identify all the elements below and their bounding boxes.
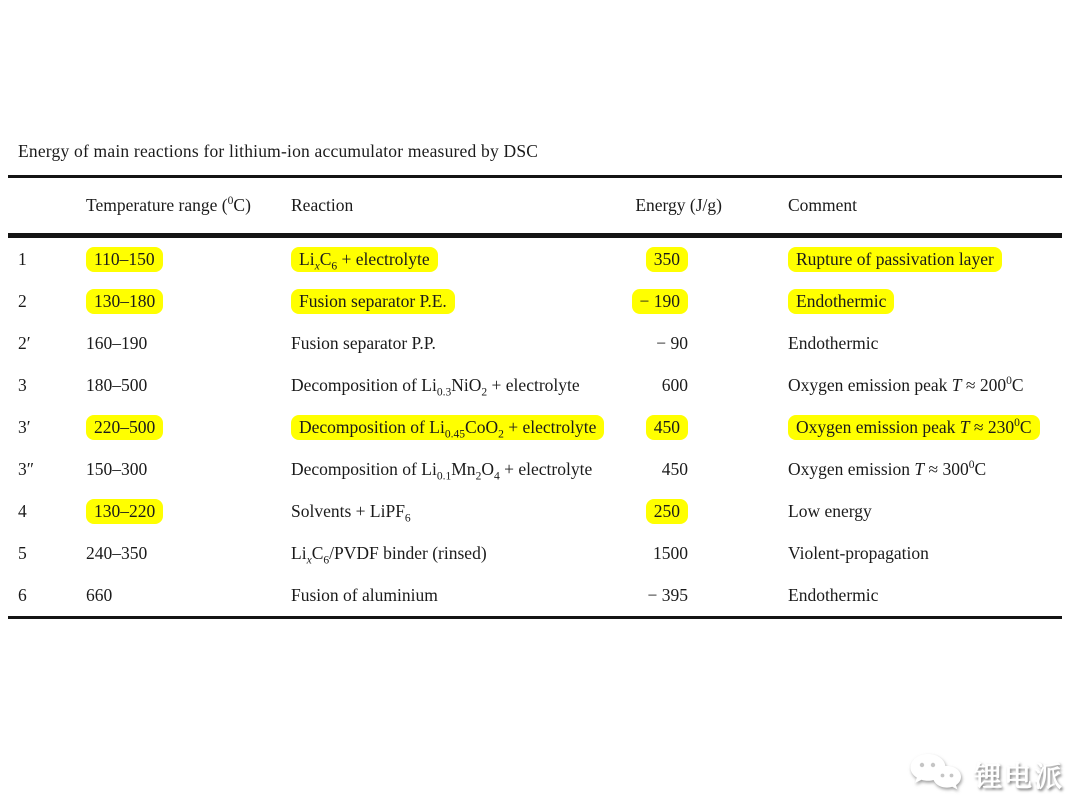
cell-text: 1500 [653, 542, 688, 563]
energy-cell [590, 490, 698, 532]
table-sheet [8, 141, 1062, 619]
comment-cell [698, 574, 1062, 618]
comment-cell [698, 448, 1062, 490]
table-row [8, 280, 1062, 322]
comment-cell [698, 322, 1062, 364]
cell-text: Endothermic [788, 584, 879, 605]
row-number-cell [8, 364, 85, 406]
reaction-cell [290, 280, 590, 322]
row-number-cell [8, 406, 85, 448]
energy-cell [590, 280, 698, 322]
table-row [8, 532, 1062, 574]
temperature-range-cell [85, 448, 290, 490]
temperature-range-cell [85, 406, 290, 448]
table-row [8, 406, 1062, 448]
cell-text: Fusion separator P.P. [291, 332, 436, 353]
table-row [8, 448, 1062, 490]
table-title: Energy of main reactions for lithium-ion accumulator measured by DSC [18, 141, 539, 161]
cell-text: $Li_xC_6$/PVDF binder (rinsed) [291, 542, 487, 566]
cell-text: 660 [86, 584, 113, 605]
energy-cell [590, 364, 698, 406]
temperature-range-cell [85, 322, 290, 364]
cell-text: Low energy [788, 500, 872, 521]
reaction-cell [290, 236, 590, 281]
cell-text: Decomposition of $Li_{0.3}NiO_2$ + electrolyte [291, 374, 580, 398]
cell-text: Fusion of aluminium [291, 584, 438, 605]
highlight-mark: 130–180 [86, 289, 163, 314]
comment-cell [698, 364, 1062, 406]
highlight-mark: Fusion separator P.E. [291, 289, 455, 314]
temperature-range-cell [85, 236, 290, 281]
cell-text: Solvents + LiPF$_6$ [291, 500, 411, 524]
highlight-mark: 250 [646, 499, 688, 524]
cell-text: 6 [18, 584, 27, 605]
reaction-cell [290, 574, 590, 618]
table-row [8, 574, 1062, 618]
temperature-range-cell [85, 364, 290, 406]
cell-text: 3″ [18, 458, 35, 479]
highlight-mark: Oxygen emission peak $T \approx 230^0C$ [788, 415, 1040, 440]
table-row [8, 364, 1062, 406]
temperature-range-cell [85, 532, 290, 574]
table-row [8, 490, 1062, 532]
row-number-cell [8, 236, 85, 281]
reaction-cell [290, 532, 590, 574]
row-number-cell [8, 448, 85, 490]
cell-text: 3 [18, 374, 27, 395]
header-row [8, 177, 1062, 236]
highlight-mark: 110–150 [86, 247, 163, 272]
col-header-reaction: Reaction [290, 177, 590, 236]
row-number-cell [8, 574, 85, 618]
reaction-cell [290, 406, 597, 448]
cell-text: Decomposition of $Li_{0.1}Mn_2O_4$ + electrolyte [291, 458, 593, 482]
cell-text: 600 [661, 374, 688, 395]
row-number-cell [8, 322, 85, 364]
comment-cell [698, 406, 1062, 448]
col-header-energy: Energy (J/g) [590, 177, 698, 236]
reaction-cell [290, 490, 590, 532]
row-number-cell [8, 490, 85, 532]
cell-text: 5 [18, 542, 27, 563]
cell-text: Violent-propagation [788, 542, 929, 563]
energy-cell [590, 532, 698, 574]
cell-text: 240–350 [86, 542, 148, 563]
reaction-cell [290, 448, 593, 490]
energy-cell [590, 574, 698, 618]
comment-cell [698, 236, 1062, 281]
highlight-mark: Endothermic [788, 289, 894, 314]
watermark [908, 752, 1064, 798]
energy-cell [590, 322, 698, 364]
comment-cell [698, 280, 1062, 322]
cell-text: − 395 [647, 584, 688, 605]
watermark-label: 锂电派 [973, 761, 1064, 792]
comment-cell [698, 490, 1062, 532]
cell-text: Oxygen emission peak $T \approx 200^0C$ [788, 374, 1024, 395]
energy-cell [590, 406, 698, 448]
temperature-range-cell [85, 280, 290, 322]
col-header-temperature-range: Temperature range ($^0$C) [85, 177, 290, 236]
temperature-range-cell [85, 574, 290, 618]
highlight-mark: 450 [646, 415, 688, 440]
col-header-comment: Comment [698, 177, 1062, 236]
highlight-mark: Rupture of passivation layer [788, 247, 1002, 272]
cell-text: 180–500 [86, 374, 148, 395]
reaction-cell [290, 322, 590, 364]
highlight-mark: 350 [646, 247, 688, 272]
col-header-number [8, 177, 85, 236]
table-row [8, 322, 1062, 364]
cell-text: − 90 [656, 332, 688, 353]
highlight-mark: $Li_xC_6$ + electrolyte [291, 247, 438, 272]
cell-text: 2 [18, 290, 27, 311]
dsc-reactions-table [8, 175, 1062, 619]
cell-text: Endothermic [788, 332, 879, 353]
energy-cell [590, 236, 698, 281]
wechat-chat-bubbles-icon [908, 752, 964, 798]
cell-text: Oxygen emission $T \approx 300^0C$ [788, 458, 987, 479]
reaction-cell [290, 364, 590, 406]
cell-text: 4 [18, 500, 27, 521]
highlight-mark: 220–500 [86, 415, 163, 440]
row-number-cell [8, 280, 85, 322]
comment-cell [698, 532, 1062, 574]
cell-text: 2′ [18, 332, 31, 353]
cell-text: 150–300 [86, 458, 148, 479]
cell-text: 450 [661, 458, 688, 479]
highlight-mark: − 190 [632, 289, 689, 314]
temperature-range-cell [85, 490, 290, 532]
cell-text: 3′ [18, 416, 31, 437]
highlight-mark: Decomposition of $Li_{0.45}CoO_2$ + electrolyte [291, 415, 604, 440]
cell-text: 160–190 [86, 332, 148, 353]
cell-text: 1 [18, 248, 27, 269]
energy-cell [590, 448, 698, 490]
table-row [8, 236, 1062, 281]
highlight-mark: 130–220 [86, 499, 163, 524]
row-number-cell [8, 532, 85, 574]
